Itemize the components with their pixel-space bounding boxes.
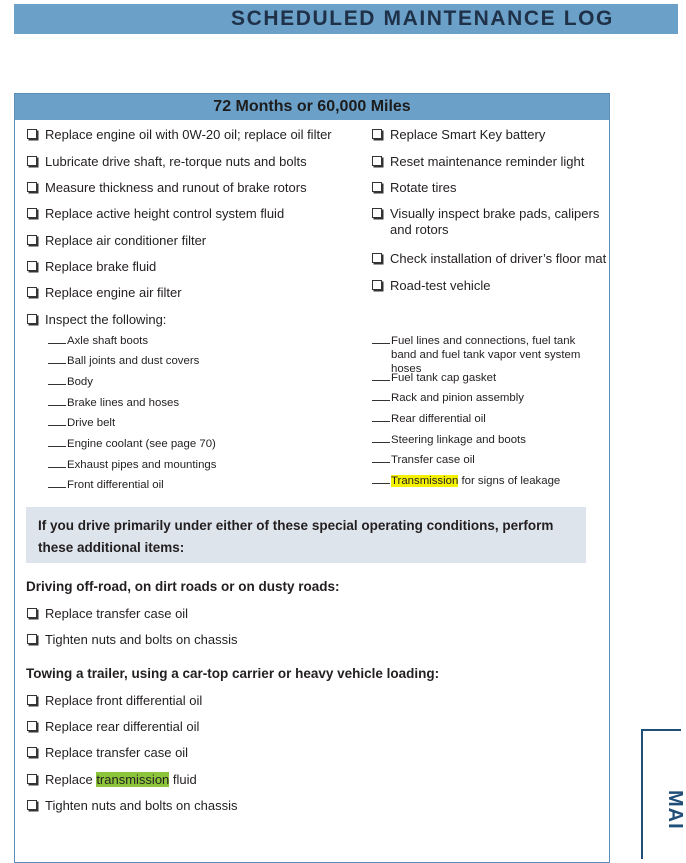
inspect-item[interactable] xyxy=(372,371,496,385)
note-text: If you drive primarily under either of these special operating conditions, perform these additional items: xyxy=(38,518,554,555)
item-label: Rotate tires xyxy=(390,180,457,195)
checklist-item[interactable] xyxy=(27,154,307,170)
inspect-label: Exhaust pipes and mountings xyxy=(67,459,217,471)
checklist-item[interactable] xyxy=(27,285,182,301)
checkbox-icon[interactable] xyxy=(27,774,37,784)
checkbox-icon[interactable] xyxy=(27,156,37,166)
inspect-item[interactable] xyxy=(48,375,93,389)
item-label: Replace air conditioner filter xyxy=(45,233,207,248)
checkbox-icon[interactable] xyxy=(27,129,37,139)
check-blank[interactable] xyxy=(372,483,390,484)
offroad-title: Driving off-road, on dirt roads or on dusty roads: xyxy=(26,579,340,594)
item-label: Inspect the following: xyxy=(45,312,167,327)
item-label: Replace rear differential oil xyxy=(45,719,200,734)
inspect-item[interactable] xyxy=(48,334,148,348)
checkbox-icon[interactable] xyxy=(372,253,382,263)
checklist-item[interactable] xyxy=(27,206,284,222)
inspect-label: Drive belt xyxy=(67,417,116,429)
highlighted-text: Transmission xyxy=(391,475,459,487)
checkbox-icon[interactable] xyxy=(372,156,382,166)
highlighted-text: transmission xyxy=(96,772,170,787)
check-blank[interactable] xyxy=(372,442,390,443)
item-label: Measure thickness and runout of brake rotors xyxy=(45,180,307,195)
item-label: Replace Smart Key battery xyxy=(390,127,546,142)
inspect-label: Front differential oil xyxy=(67,479,164,491)
checklist-item[interactable] xyxy=(27,772,197,788)
inspect-item[interactable] xyxy=(372,433,526,447)
inspect-label: Rear differential oil xyxy=(391,413,486,425)
checkbox-icon[interactable] xyxy=(372,208,382,218)
item-label: fluid xyxy=(169,772,197,787)
check-blank[interactable] xyxy=(48,487,66,488)
inspect-item[interactable] xyxy=(372,391,524,405)
checkbox-icon[interactable] xyxy=(27,695,37,705)
inspect-label: Body xyxy=(67,376,93,388)
inspect-label: Steering linkage and boots xyxy=(391,434,526,446)
inspect-item[interactable] xyxy=(48,354,199,368)
checklist-item[interactable] xyxy=(27,180,307,196)
item-label: Check installation of driver’s floor mat xyxy=(390,251,607,266)
checklist-item[interactable] xyxy=(372,206,605,238)
inspect-item[interactable] xyxy=(48,437,216,451)
inspect-item[interactable] xyxy=(48,458,216,472)
check-blank[interactable] xyxy=(372,421,390,422)
checklist-item[interactable] xyxy=(372,154,584,170)
box-title: 72 Months or 60,000 Miles xyxy=(15,94,609,120)
check-blank[interactable] xyxy=(48,446,66,447)
item-label: Road-test vehicle xyxy=(390,278,491,293)
item-label: Replace transfer case oil xyxy=(45,606,189,621)
item-label: Tighten nuts and bolts on chassis xyxy=(45,798,238,813)
checklist-item[interactable] xyxy=(27,719,199,735)
inspect-item[interactable] xyxy=(48,396,179,410)
item-label: Replace brake fluid xyxy=(45,259,157,274)
check-blank[interactable] xyxy=(48,363,66,364)
checkbox-icon[interactable] xyxy=(372,280,382,290)
inspect-label: Ball joints and dust covers xyxy=(67,355,200,367)
towing-title: Towing a trailer, using a car-top carrier or heavy vehicle loading: xyxy=(26,666,440,681)
check-blank[interactable] xyxy=(48,467,66,468)
item-label: Reset maintenance reminder light xyxy=(390,154,585,169)
checkbox-icon[interactable] xyxy=(372,182,382,192)
item-label: Lubricate drive shaft, re-torque nuts and bolts xyxy=(45,154,307,169)
checklist-item[interactable] xyxy=(27,127,332,143)
check-blank[interactable] xyxy=(372,380,390,381)
inspect-item[interactable] xyxy=(48,416,115,430)
check-blank[interactable] xyxy=(48,405,66,406)
checklist-item[interactable] xyxy=(27,312,166,328)
check-blank[interactable] xyxy=(372,462,390,463)
checkbox-icon[interactable] xyxy=(27,721,37,731)
inspect-item[interactable] xyxy=(372,334,591,376)
checklist-item[interactable] xyxy=(27,233,206,249)
page-title: SCHEDULED MAINTENANCE LOG xyxy=(230,7,614,30)
inspect-label: Brake lines and hoses xyxy=(67,397,180,409)
inspect-label: Axle shaft boots xyxy=(67,335,149,347)
checklist-item[interactable] xyxy=(372,127,545,143)
item-label: Replace xyxy=(45,772,97,787)
checklist-item[interactable] xyxy=(27,798,237,814)
item-label: Tighten nuts and bolts on chassis xyxy=(45,632,238,647)
check-blank[interactable] xyxy=(372,343,390,344)
checklist-item[interactable] xyxy=(27,632,237,648)
checklist-item[interactable] xyxy=(372,278,490,294)
checkbox-icon[interactable] xyxy=(27,747,37,757)
header-bar xyxy=(14,4,678,34)
inspect-label: Transfer case oil xyxy=(391,454,475,466)
inspect-item[interactable] xyxy=(48,478,164,492)
checkbox-icon[interactable] xyxy=(372,129,382,139)
checklist-item[interactable] xyxy=(372,180,456,196)
checkbox-icon[interactable] xyxy=(27,235,37,245)
inspect-item[interactable] xyxy=(372,474,560,488)
checklist-item[interactable] xyxy=(27,606,188,622)
inspect-label: Fuel tank cap gasket xyxy=(391,372,497,384)
item-label: Visually inspect brake pads, calipers and rotors xyxy=(390,206,600,237)
check-blank[interactable] xyxy=(372,400,390,401)
check-blank[interactable] xyxy=(48,425,66,426)
item-label: Replace engine air filter xyxy=(45,285,182,300)
checkbox-icon[interactable] xyxy=(27,800,37,810)
checklist-item[interactable] xyxy=(27,745,188,761)
check-blank[interactable] xyxy=(48,384,66,385)
inspect-label: Rack and pinion assembly xyxy=(391,392,524,404)
item-label: Replace active height control system fluid xyxy=(45,206,285,221)
checklist-item[interactable] xyxy=(372,251,606,267)
inspect-label: for signs of leakage xyxy=(458,475,561,487)
special-conditions-note xyxy=(26,507,586,563)
checkbox-icon[interactable] xyxy=(27,314,37,324)
checkbox-icon[interactable] xyxy=(27,634,37,644)
item-label: Replace transfer case oil xyxy=(45,745,189,760)
checkbox-icon[interactable] xyxy=(27,287,37,297)
check-blank[interactable] xyxy=(48,343,66,344)
checkbox-icon[interactable] xyxy=(27,608,37,618)
checkbox-icon[interactable] xyxy=(27,182,37,192)
inspect-item[interactable] xyxy=(372,453,475,467)
item-label: Replace front differential oil xyxy=(45,693,203,708)
inspect-item[interactable] xyxy=(372,412,486,426)
checklist-item[interactable] xyxy=(27,259,156,275)
inspect-label: Fuel lines and connections, fuel tank band and fuel tank vapor vent system hoses xyxy=(391,335,581,375)
inspect-label: Engine coolant (see page 70) xyxy=(67,438,216,450)
checkbox-icon[interactable] xyxy=(27,261,37,271)
checklist-item[interactable] xyxy=(27,693,202,709)
checkbox-icon[interactable] xyxy=(27,208,37,218)
side-tab-label: MAI xyxy=(664,790,686,830)
item-label: Replace engine oil with 0W-20 oil; replace oil filter xyxy=(45,127,332,142)
